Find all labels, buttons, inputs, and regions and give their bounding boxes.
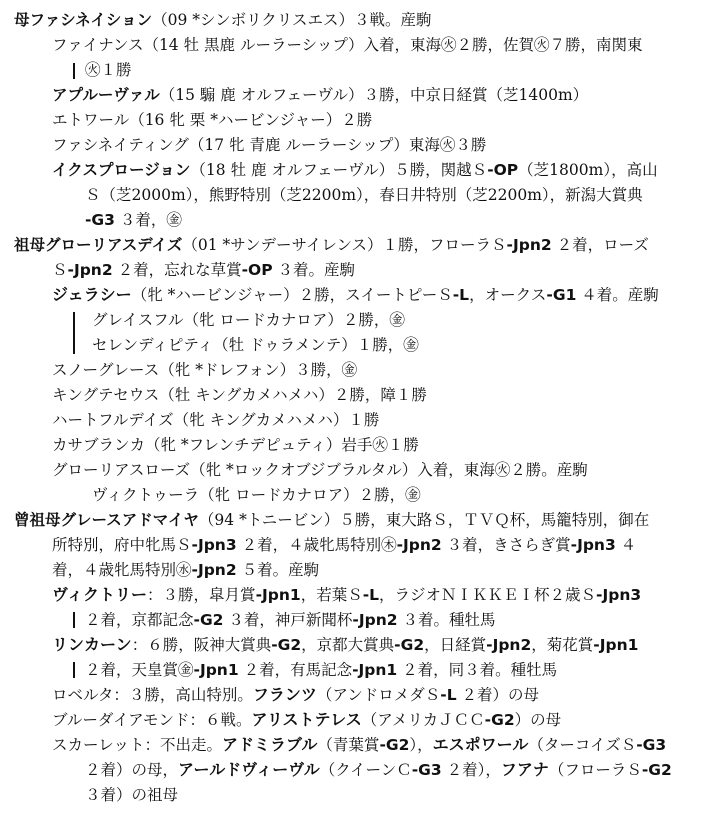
bold-run: イクスプロージョン (52, 161, 191, 179)
bold-run: -OP (487, 161, 519, 179)
text-run: スノーグレース（牝 *ドレフォン）３勝，㊎ (52, 361, 358, 379)
text-run: （牝 *ハービンジャー）２勝，スイートピーＳ (131, 286, 453, 304)
bold-run: -Jpn1 (255, 586, 301, 604)
text-line (92, 483, 421, 507)
text-run: （15 騸 鹿 オルフェーヴル）３勝，中京日経賞（芝1400m） (159, 86, 589, 104)
bold-run: フアナ (500, 760, 549, 779)
text-line (85, 658, 557, 682)
text-run: ，京都大賞典 (301, 636, 395, 654)
bold-run: -Jpn1 (352, 661, 398, 679)
text-run: （アンドロメダＳ (316, 686, 441, 704)
text-line (52, 408, 379, 432)
continuation-bar (73, 312, 75, 354)
text-run: ３着。種牡馬 (397, 611, 496, 629)
text-line (52, 458, 588, 482)
bold-run: -G2 (271, 636, 302, 654)
text-run: ２着，ローズ (551, 236, 649, 254)
text-run: ４着。産駒 (576, 286, 659, 304)
text-line (52, 433, 419, 457)
text-run: ３着，きさらぎ賞 (441, 536, 571, 554)
text-run: ２着）の母， (85, 761, 179, 779)
continuation-bar (73, 662, 75, 678)
bold-run: -Jpn2 (486, 636, 532, 654)
bold-run: アプルーヴァル (52, 86, 160, 104)
bold-run: -G2 (379, 736, 410, 754)
text-run: （クイーンＣ (319, 761, 412, 779)
text-run: スカーレット：不出走。 (52, 736, 223, 754)
text-run: ファシネイティング（17 牝 青鹿 ルーラーシップ）東海㊋３勝 (52, 136, 487, 154)
text-run: ２着，天皇賞㊎ (85, 661, 194, 679)
text-line (52, 358, 357, 382)
bold-run: フランツ (252, 685, 317, 704)
bold-run: 母ファシネイション (14, 11, 153, 29)
text-run: ：６勝，阪神大賞典 (131, 636, 272, 654)
text-run: ）の母 (514, 711, 562, 729)
text-run: エトワール（16 牝 栗 *ハービンジャー）２勝 (52, 111, 373, 129)
text-run: ハートフルデイズ（牝 キングカメハメハ）１勝 (52, 411, 380, 429)
text-run: （青葉賞 (317, 736, 380, 754)
bold-run: -Jpn1 (593, 636, 639, 654)
text-run: （09 *シンボリクリスエス）３戦。産駒 (152, 11, 432, 29)
text-run: Ｓ（芝2000m），熊野特別（芝2200m），春日井特別（芝2200m），新潟大賞典 (85, 186, 643, 204)
text-line (14, 8, 432, 32)
text-line (52, 583, 641, 607)
text-run: 着，４歳牝馬特別㊌ (52, 561, 192, 579)
text-run: ，日経賞 (424, 636, 487, 654)
text-line (14, 233, 649, 257)
text-run: ５着。産駒 (236, 561, 320, 579)
bold-run: ジェラシー (52, 285, 132, 304)
bold-run: -Jpn3 (596, 586, 642, 604)
bold-run: 祖母グローリアスデイズ (14, 236, 183, 254)
bold-run: -Jpn2 (352, 611, 398, 629)
text-line (52, 108, 372, 132)
text-run: ３着，神戸新聞杯 (223, 611, 353, 629)
bold-run: -Jpn3 (191, 536, 237, 554)
bold-run: -L (362, 586, 380, 604)
bold-run: -Jpn2 (506, 236, 552, 254)
bold-run: -Jpn2 (396, 536, 442, 554)
text-line (52, 733, 666, 757)
bold-run: アドミラブル (222, 735, 318, 754)
bold-run: -Jpn2 (67, 261, 113, 279)
text-line (14, 508, 649, 532)
text-run: ，ラジオＮＩＫＫＥＩ杯２歳Ｓ (379, 586, 597, 604)
bold-run: -G1 (546, 286, 577, 304)
text-line (52, 33, 643, 57)
text-line (85, 608, 495, 632)
text-run: ３着）の祖母 (85, 786, 179, 804)
text-run: ２着）， (441, 761, 501, 779)
text-run: ２着，忘れな草賞 (112, 261, 242, 279)
bold-run: -G2 (394, 636, 425, 654)
bold-run: -G3 (411, 761, 442, 779)
continuation-bar (73, 612, 75, 628)
text-run: キングテセウス（牡 キングカメハメハ）２勝，障１勝 (52, 386, 427, 404)
text-line (52, 683, 539, 707)
text-line (92, 308, 405, 332)
text-line (52, 533, 636, 557)
text-run: ロベルタ：３勝，高山特別。 (52, 686, 253, 704)
text-run: （18 牡 鹿 オルフェーヴル）５勝，関越Ｓ (190, 161, 488, 179)
text-line (85, 183, 643, 207)
bold-run: -Jpn3 (570, 536, 616, 554)
text-line (52, 158, 658, 182)
text-run: ２着，京都記念 (85, 611, 194, 629)
text-run: ２着，４歳牝馬特別㊍ (236, 536, 397, 554)
text-run: 所特別，府中牝馬Ｓ (52, 536, 192, 554)
text-run: ２着，同３着。種牡馬 (397, 661, 558, 679)
bold-run: -Jpn1 (193, 661, 239, 679)
text-run: （フローラＳ (548, 761, 642, 779)
text-run: Ｓ (52, 261, 68, 279)
bold-run: アリストテレス (251, 710, 362, 729)
text-run: （芝1800m），高山 (518, 161, 658, 179)
bold-run: エスポワール (432, 735, 529, 754)
bold-run: ヴィクトリー (52, 585, 148, 604)
bold-run: -Jpn2 (191, 561, 237, 579)
text-run: グレイスフル（牝 ロードカナロア）２勝，㊎ (92, 311, 405, 329)
text-run: ，若葉Ｓ (300, 586, 363, 604)
text-run: ，オークス (469, 286, 547, 304)
text-run: （01 *サンデーサイレンス）１勝，フローラＳ (182, 236, 507, 254)
text-run: （ターコイズＳ (528, 736, 637, 754)
bold-run: -G3 (85, 211, 115, 229)
bold-run: -L (440, 686, 457, 704)
text-run: （アメリカＪＣＣ (361, 711, 485, 729)
text-run: ファイナンス（14 牡 黒鹿 ルーラーシップ）入着，東海㊋２勝，佐賀㊋７勝，南関東 (52, 36, 643, 54)
text-run: グローリアスローズ（牝 *ロックオブジブラルタル）入着，東海㊋２勝。産駒 (52, 461, 588, 479)
text-line (85, 58, 132, 82)
bold-run: -G2 (193, 611, 224, 629)
text-run: ブルーダイアモンド：６戦。 (52, 711, 252, 729)
text-run: セレンディピティ（牡 ドゥラメンテ）１勝，㊎ (92, 336, 419, 354)
text-line (52, 383, 427, 407)
bold-run: -G3 (636, 736, 667, 754)
text-run: ヴィクトゥーラ（牝 ロードカナロア）２勝，㊎ (92, 486, 421, 504)
text-line (85, 758, 672, 782)
bold-run: アールドヴィーヴル (178, 760, 320, 779)
bold-run: -G2 (484, 711, 515, 729)
bold-run: リンカーン (52, 635, 132, 654)
text-line (52, 133, 486, 157)
text-line (85, 208, 182, 232)
text-line (52, 558, 319, 582)
text-run: ，菊花賞 (531, 636, 594, 654)
text-line (92, 333, 419, 357)
text-run: ３着。産駒 (272, 261, 355, 279)
text-run: カサブランカ（牝 *フレンチデピュティ）岩手㊋１勝 (52, 436, 419, 454)
text-run: ㊋１勝 (85, 61, 132, 79)
text-line (85, 783, 178, 807)
bold-run: -OP (241, 261, 273, 279)
text-line (52, 83, 588, 107)
bold-run: -L (452, 286, 470, 304)
continuation-bar (73, 63, 75, 79)
bold-run: 曾祖母グレースアドマイヤ (14, 511, 199, 529)
text-run: （94 *トニービン）５勝，東大路Ｓ，ＴＶＱ杯，馬籠特別，御在 (198, 511, 650, 529)
text-line (52, 708, 561, 732)
text-line (52, 258, 355, 282)
text-line (52, 633, 638, 657)
text-run: ２着，有馬記念 (238, 661, 353, 679)
text-line (52, 283, 659, 307)
text-run: ２着）の母 (456, 686, 540, 704)
text-run: ：３勝，皐月賞 (147, 586, 256, 604)
text-run: ３着，㊎ (114, 211, 182, 229)
text-run: ４ (615, 536, 637, 554)
text-run: ）， (409, 736, 433, 754)
bold-run: -G2 (641, 761, 672, 779)
